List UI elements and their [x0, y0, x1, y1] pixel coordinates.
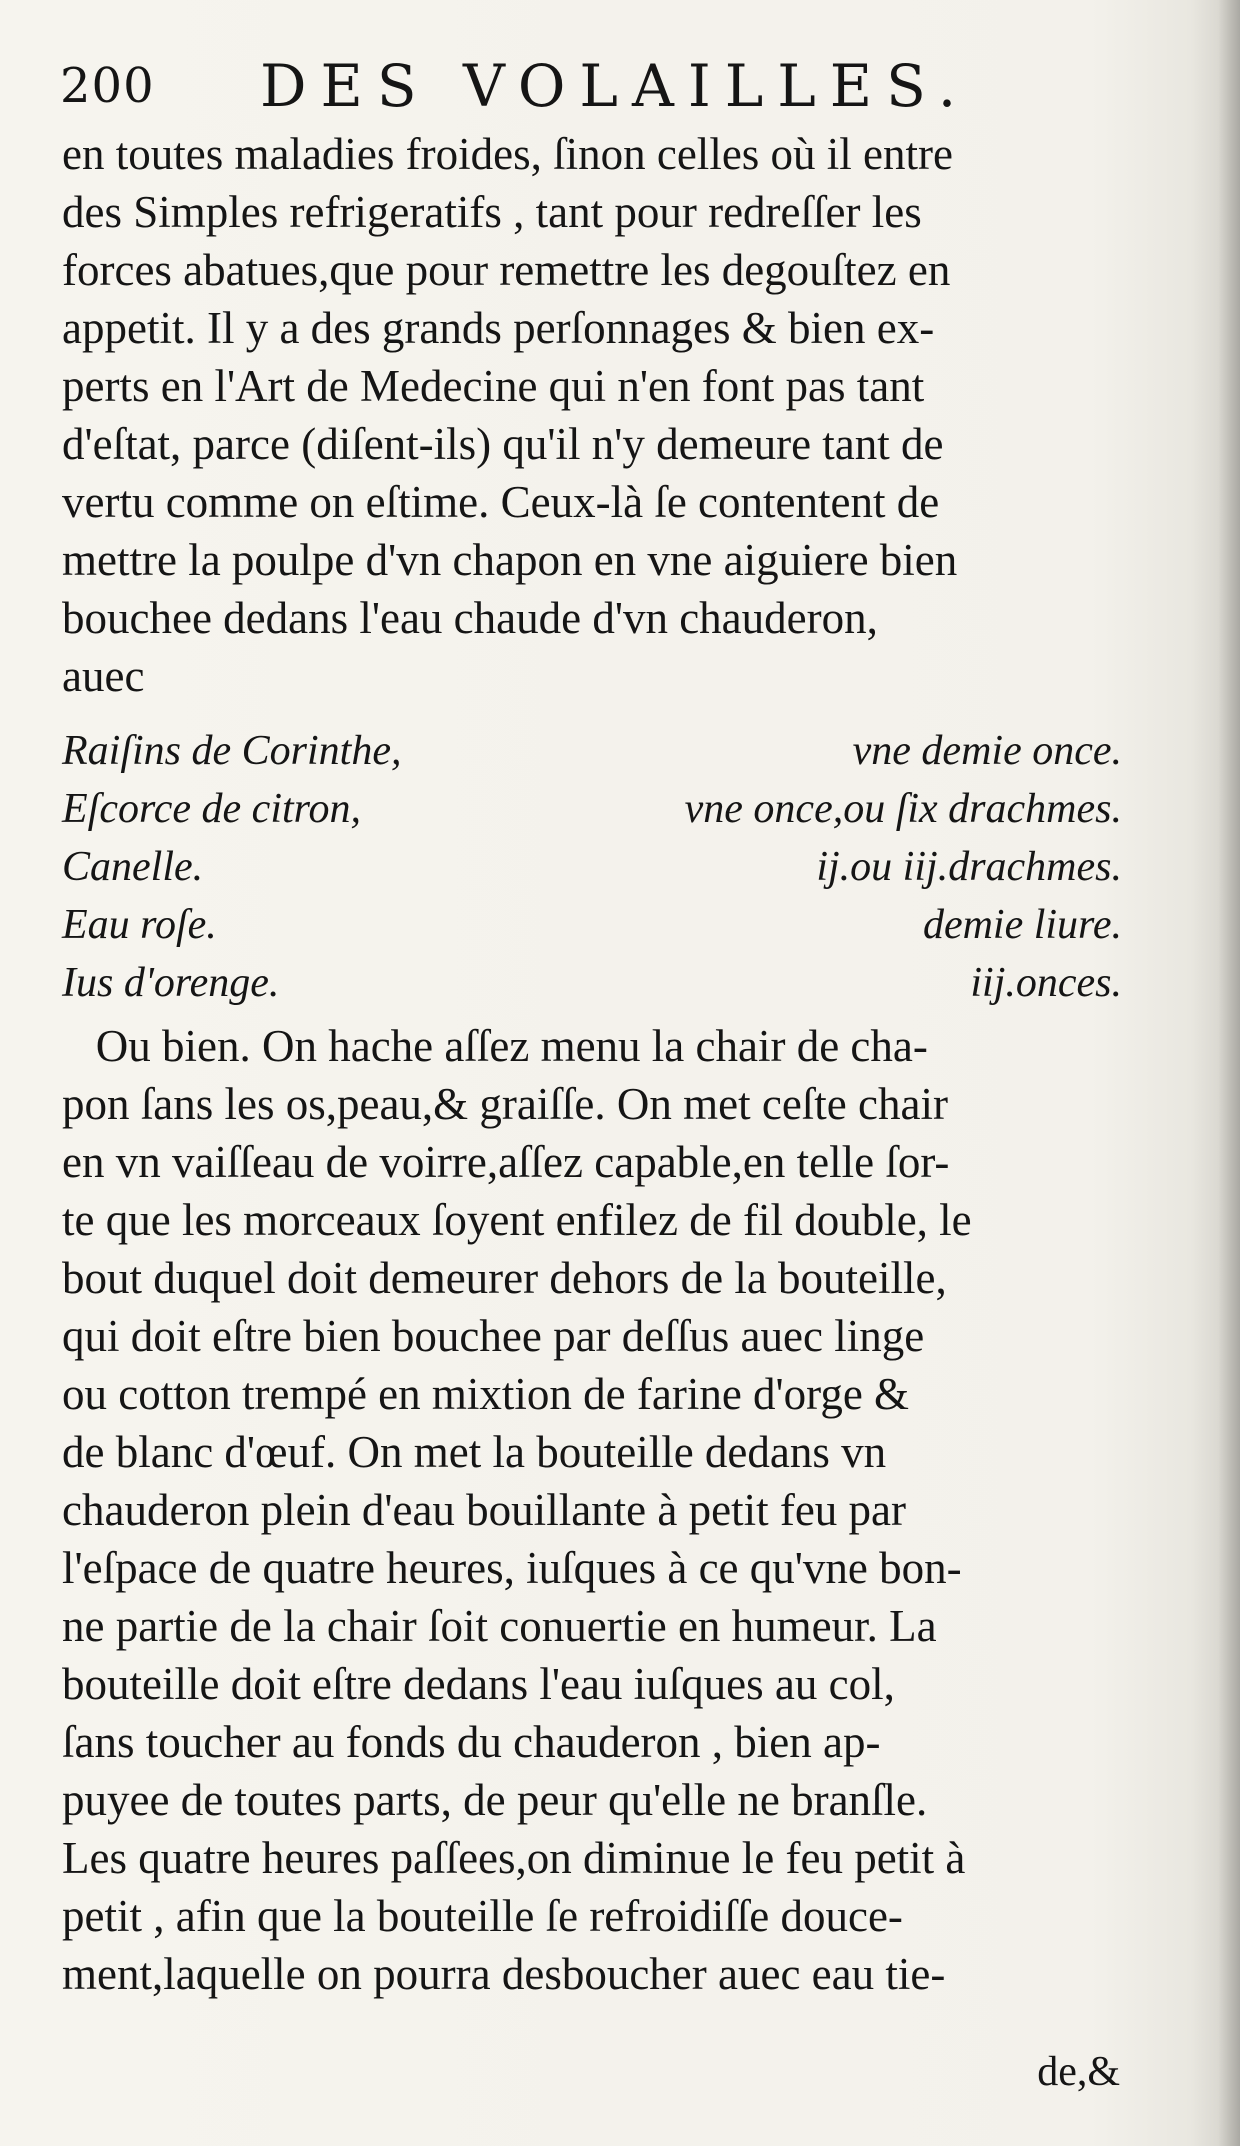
text-line: l'eſpace de quatre heures, iuſques à ce qu'vne bon-	[62, 1543, 962, 1593]
recipe-quantity: demie liure.	[922, 902, 1122, 948]
text-line: appetit. Il y a des grands perſonnages & bien ex-	[62, 303, 935, 353]
text-line: te que les morceaux ſoyent enfilez de fil double, le	[62, 1195, 972, 1245]
recipe-quantity: vne once,ou ſix drachmes.	[684, 786, 1122, 832]
running-head: DES VOLAILLES.	[260, 52, 971, 120]
text-line: petit , afin que la bouteille ſe refroidiſſe douce-	[62, 1891, 903, 1941]
text-line: vertu comme on eſtime. Ceux-là ſe contentent de	[62, 477, 940, 527]
text-line: ou cotton trempé en mixtion de farine d'orge &	[62, 1369, 910, 1419]
text-line: d'eſtat, parce (diſent-ils) qu'il n'y demeure tant de	[62, 419, 944, 469]
recipe-ingredient: Raiſins de Corinthe,	[62, 728, 402, 774]
recipe-ingredient: Ius d'orenge.	[62, 960, 280, 1006]
text-line: perts en l'Art de Medecine qui n'en font pas tant	[62, 361, 925, 411]
recipe-ingredient: Canelle.	[62, 844, 204, 890]
recipe-quantity: ij.ou iij.drachmes.	[816, 844, 1122, 890]
text-line: ment,laquelle on pourra desboucher auec eau tie-	[62, 1949, 946, 1999]
recipe-row	[62, 896, 1122, 954]
text-line: forces abatues,que pour remettre les degouſtez en	[62, 245, 951, 295]
text-line: pon ſans les os,peau,& graiſſe. On met ceſte chair	[62, 1079, 948, 1129]
text-line: puyee de toutes parts, de peur qu'elle ne branſle.	[62, 1775, 928, 1825]
paragraph-1	[62, 125, 1127, 705]
page-header	[60, 52, 1120, 132]
text-line: auec	[62, 651, 145, 701]
text-line: en vn vaiſſeau de voirre,aſſez capable,en telle ſor-	[62, 1137, 950, 1187]
recipe-ingredient: Eau roſe.	[62, 902, 217, 948]
text-line: bouchee dedans l'eau chaude d'vn chauderon,	[62, 593, 878, 643]
text-line: ſans toucher au fonds du chauderon , bien ap-	[62, 1717, 881, 1767]
recipe-row	[62, 954, 1122, 1012]
paragraph-2	[62, 1018, 1127, 2004]
text-line: mettre la poulpe d'vn chapon en vne aiguiere bien	[62, 535, 958, 585]
recipe-quantity: iij.onces.	[970, 960, 1122, 1006]
recipe-row	[62, 722, 1122, 780]
recipe-list	[62, 722, 1122, 1012]
catchword: de,&	[1037, 2049, 1120, 2095]
text-line: en toutes maladies froides, ſinon celles où il entre	[62, 129, 953, 179]
page-edge-shadow	[1218, 0, 1240, 2146]
text-line: ne partie de la chair ſoit conuertie en humeur. La	[62, 1601, 937, 1651]
text-line: des Simples refrigeratifs , tant pour redreſſer les	[62, 187, 922, 237]
recipe-row	[62, 780, 1122, 838]
text-line: Les quatre heures paſſees,on diminue le feu petit à	[62, 1833, 966, 1883]
text-line: bout duquel doit demeurer dehors de la bouteille,	[62, 1253, 947, 1303]
page-number: 200	[60, 58, 155, 114]
recipe-row	[62, 838, 1122, 896]
text-line: bouteille doit eſtre dedans l'eau iuſques au col,	[62, 1659, 895, 1709]
text-line: de blanc d'œuf. On met la bouteille dedans vn	[62, 1427, 887, 1477]
text-line: qui doit eſtre bien bouchee par deſſus auec linge	[62, 1311, 925, 1361]
recipe-quantity: vne demie once.	[852, 728, 1122, 774]
recipe-ingredient: Eſcorce de citron,	[62, 786, 361, 832]
text-line: chauderon plein d'eau bouillante à petit feu par	[62, 1485, 907, 1535]
text-line: Ou bien. On hache aſſez menu la chair de cha-	[62, 1021, 928, 1071]
